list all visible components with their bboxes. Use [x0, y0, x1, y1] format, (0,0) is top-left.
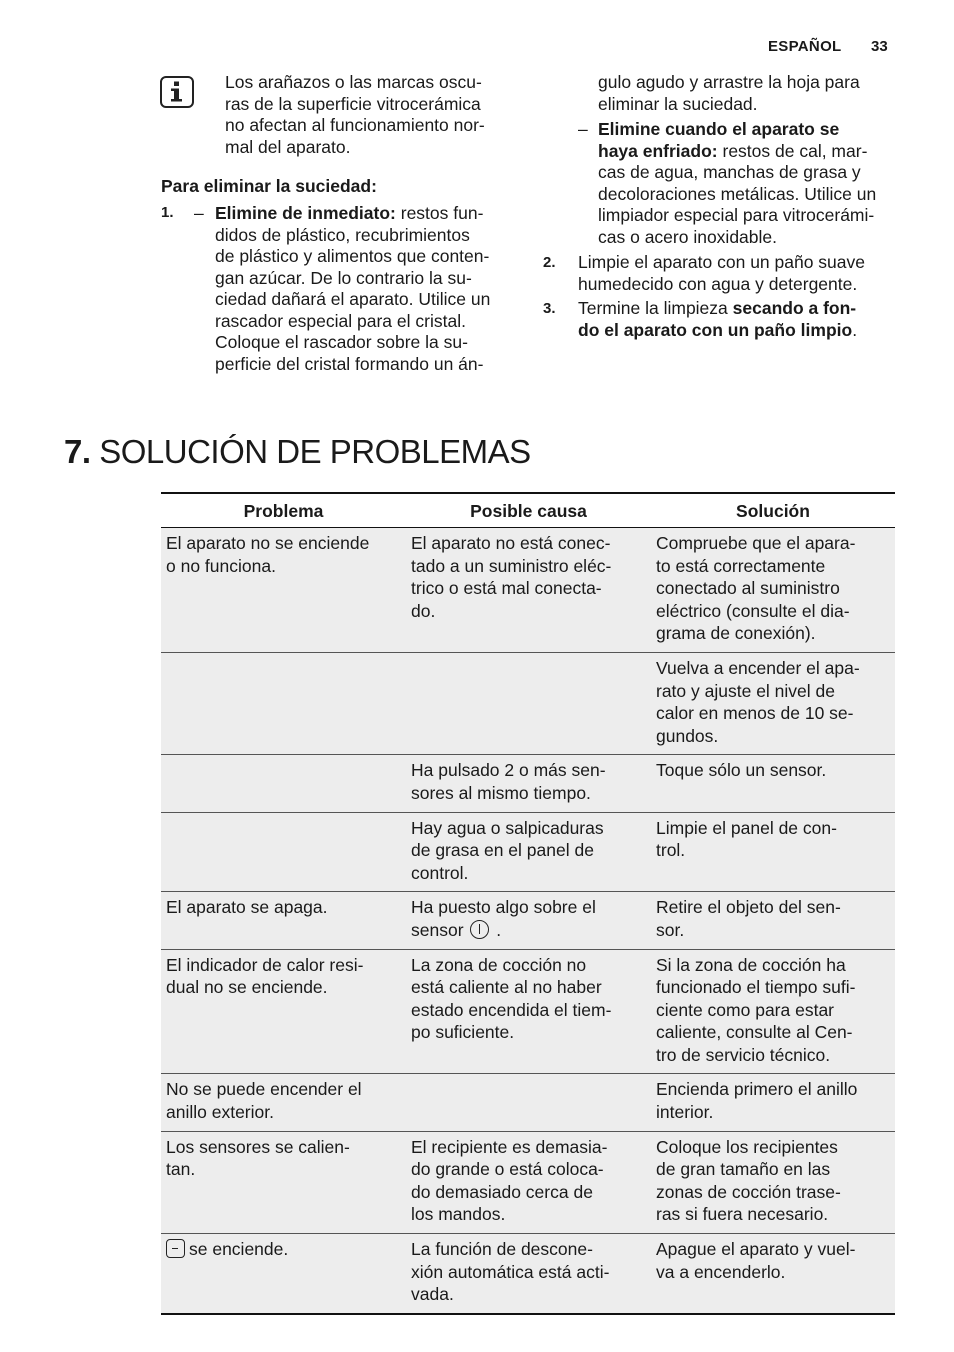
- sensor-icon: [470, 920, 489, 939]
- cell-line: o no funciona.: [166, 555, 276, 576]
- troubleshooting-table: [161, 492, 895, 1315]
- cell-line: zonas de cocción trase-: [656, 1181, 841, 1202]
- info-note: [225, 72, 515, 158]
- cell-line: El indicador de calor resi-: [166, 954, 364, 975]
- note-line: ras de la superficie vitrocerámica: [225, 93, 481, 114]
- solution-cell: [651, 1234, 895, 1314]
- cause-cell: [406, 1131, 651, 1233]
- column-header-solution: Solución: [651, 493, 895, 528]
- sub2-line: restos de cal, mar-: [717, 140, 868, 161]
- step3-line: Termine la limpieza: [578, 298, 733, 318]
- step-dash: –: [194, 203, 204, 223]
- cell-line: do.: [411, 600, 436, 621]
- cell-line: estado encendida el tiem-: [411, 999, 612, 1020]
- table-row: [161, 812, 895, 892]
- cause-cell: [406, 812, 651, 892]
- cell-line: los mandos.: [411, 1204, 506, 1225]
- cause-cell: [406, 892, 651, 949]
- table-row: [161, 528, 895, 653]
- cleaning-heading: Para eliminar la suciedad:: [161, 176, 377, 196]
- cell-text: sensor: [411, 919, 469, 940]
- section-number: 7.: [64, 433, 91, 470]
- cell-line: Encienda primero el anillo: [656, 1079, 858, 1100]
- cell-line: Si la zona de cocción ha: [656, 954, 846, 975]
- cell-line: Ha puesto algo sobre el: [411, 897, 596, 918]
- cell-line: está caliente al no haber: [411, 977, 602, 998]
- header-language: ESPAÑOL: [768, 38, 842, 55]
- problem-cell: [161, 949, 406, 1074]
- cell-line: tro de servicio técnico.: [656, 1044, 831, 1065]
- problem-cell: [161, 812, 406, 892]
- step1-line: didos de plástico, recubrimientos: [215, 224, 470, 245]
- cell-line: grama de conexión).: [656, 623, 816, 644]
- cell-line: No se puede encender el: [166, 1079, 362, 1100]
- cell-text: se enciende.: [189, 1239, 289, 1260]
- step1-text: [215, 203, 520, 375]
- solution-cell: [651, 1074, 895, 1131]
- step3-end: .: [852, 319, 858, 340]
- step-number: 3.: [543, 300, 556, 317]
- cell-line: vada.: [411, 1284, 454, 1305]
- step-number: 1.: [161, 204, 174, 221]
- cell-line: sor.: [656, 919, 685, 940]
- cell-line: eléctrico (consulte el dia-: [656, 600, 850, 621]
- step1-line: restos fun-: [395, 203, 484, 223]
- step1-line: Coloque el rascador sobre la su-: [215, 332, 468, 352]
- step1-line: gan azúcar. De lo contrario la su-: [215, 267, 472, 288]
- cell-line: funcionado el tiempo sufi-: [656, 977, 856, 998]
- problem-cell: [161, 892, 406, 949]
- sub2-bold: haya enfriado:: [598, 140, 718, 161]
- cell-line: ciente como para estar: [656, 999, 835, 1020]
- table-row: [161, 1074, 895, 1131]
- cell-line: Retire el objeto del sen-: [656, 897, 841, 918]
- cell-line: Vuelva a encender el apa-: [656, 657, 860, 678]
- cell-line: do grande o está coloca-: [411, 1159, 604, 1180]
- cell-line: dual no se enciende.: [166, 977, 328, 998]
- cell-line: Hay agua o salpicaduras: [411, 817, 604, 838]
- cell-line: Coloque los recipientes: [656, 1136, 838, 1157]
- sub-dash: –: [578, 119, 588, 139]
- problem-cell: [161, 755, 406, 812]
- table-row: [161, 949, 895, 1074]
- cell-line: to está correctamente: [656, 555, 826, 576]
- problem-cell: [161, 652, 406, 754]
- cell-line: El aparato no está conec-: [411, 533, 611, 553]
- table-row: [161, 1131, 895, 1233]
- problem-cell: [161, 528, 406, 653]
- step2-text: [578, 252, 908, 295]
- step1-line: gulo agudo y arrastre la hoja para: [598, 72, 860, 92]
- solution-cell: [651, 652, 895, 754]
- cell-line: [166, 1238, 398, 1261]
- minus-symbol-icon: [166, 1239, 185, 1258]
- cell-line: conectado al suministro: [656, 578, 840, 599]
- note-line: mal del aparato.: [225, 136, 351, 157]
- cell-line: xión automática está acti-: [411, 1261, 610, 1282]
- step1-bold: Elimine de inmediato:: [215, 203, 396, 223]
- cell-line: caliente, consulte al Cen-: [656, 1022, 853, 1043]
- cell-line: trol.: [656, 840, 686, 861]
- section-title: [64, 432, 531, 472]
- cell-line: El aparato no se enciende: [166, 533, 370, 553]
- cell-line: de gran tamaño en las: [656, 1159, 831, 1180]
- cell-line: La función de descone-: [411, 1239, 593, 1260]
- step1-line: eliminar la suciedad.: [598, 93, 758, 114]
- column-header-problem: Problema: [161, 493, 406, 528]
- cause-cell: [406, 528, 651, 653]
- solution-cell: [651, 892, 895, 949]
- step3-bold: secando a fon-: [732, 298, 857, 318]
- section-title-text: SOLUCIÓN DE PROBLEMAS: [99, 433, 531, 470]
- problem-cell: [161, 1234, 406, 1314]
- cause-cell: [406, 755, 651, 812]
- cell-line: de grasa en el panel de: [411, 840, 594, 861]
- step1-line: de plástico y alimentos que conten-: [215, 246, 490, 266]
- step1-continuation: [598, 72, 898, 115]
- step3-text: [578, 298, 908, 341]
- solution-cell: [651, 949, 895, 1074]
- step3-bold: do el aparato con un paño limpio: [578, 319, 853, 340]
- solution-cell: [651, 1131, 895, 1233]
- page-number: 33: [871, 38, 888, 55]
- note-line: no afectan al funcionamiento nor-: [225, 115, 485, 135]
- step2-line: Limpie el aparato con un paño suave: [578, 252, 866, 272]
- cell-line: control.: [411, 862, 469, 883]
- step1-line: perficie del cristal formando un án-: [215, 353, 484, 374]
- cell-line: va a encenderlo.: [656, 1261, 786, 1282]
- sub2-bold: Elimine cuando el aparato se: [598, 119, 840, 139]
- solution-cell: [651, 528, 895, 653]
- cell-line: El recipiente es demasia-: [411, 1136, 608, 1157]
- cell-line: calor en menos de 10 se-: [656, 703, 854, 724]
- table-header-row: [161, 493, 895, 528]
- step2-line: humedecido con agua y detergente.: [578, 273, 858, 294]
- solution-cell: [651, 755, 895, 812]
- table-row: [161, 1234, 895, 1314]
- table-row: [161, 892, 895, 949]
- table-row: [161, 755, 895, 812]
- cause-cell: [406, 1234, 651, 1314]
- cell-line: sores al mismo tiempo.: [411, 782, 591, 803]
- cell-line: Compruebe que el apara-: [656, 533, 856, 553]
- cell-line: Los sensores se calien-: [166, 1136, 350, 1157]
- cell-line: Toque sólo un sensor.: [656, 760, 827, 781]
- step1-line: ciedad dañará el aparato. Utilice un: [215, 289, 491, 309]
- solution-cell: [651, 812, 895, 892]
- cell-line: po suficiente.: [411, 1022, 515, 1043]
- sub2-line: cas de agua, manchas de grasa y: [598, 162, 861, 182]
- sub2-line: limpiador especial para vitrocerámi-: [598, 205, 875, 225]
- step1-sub2: [598, 119, 908, 248]
- cell-line: La zona de cocción no: [411, 954, 587, 975]
- cell-line: gundos.: [656, 725, 719, 746]
- cell-line: [411, 919, 643, 942]
- cell-line: interior.: [656, 1102, 714, 1123]
- cell-line: Apague el aparato y vuel-: [656, 1239, 856, 1260]
- cell-line: El aparato se apaga.: [166, 897, 328, 918]
- step1-line: rascador especial para el cristal.: [215, 310, 466, 331]
- problem-cell: [161, 1074, 406, 1131]
- cell-line: ras si fuera necesario.: [656, 1204, 829, 1225]
- cause-cell: [406, 652, 651, 754]
- cell-line: do demasiado cerca de: [411, 1181, 593, 1202]
- cause-cell: [406, 1074, 651, 1131]
- cell-line: tan.: [166, 1159, 196, 1180]
- cause-cell: [406, 949, 651, 1074]
- info-icon: [160, 76, 194, 108]
- cell-line: tado a un suministro eléc-: [411, 555, 612, 576]
- cell-line: anillo exterior.: [166, 1102, 274, 1123]
- note-line: Los arañazos o las marcas oscu-: [225, 72, 482, 92]
- sub2-line: decoloraciones metálicas. Utilice un: [598, 183, 877, 204]
- column-header-cause: Posible causa: [406, 493, 651, 528]
- table-row: [161, 652, 895, 754]
- cell-line: Ha pulsado 2 o más sen-: [411, 760, 606, 781]
- cell-line: Limpie el panel de con-: [656, 817, 837, 838]
- problem-cell: [161, 1131, 406, 1233]
- cell-line: rato y ajuste el nivel de: [656, 680, 835, 701]
- step-number: 2.: [543, 254, 556, 271]
- sub2-line: cas o acero inoxidable.: [598, 226, 777, 247]
- cell-text: .: [491, 919, 502, 940]
- cell-line: trico o está mal conecta-: [411, 578, 602, 599]
